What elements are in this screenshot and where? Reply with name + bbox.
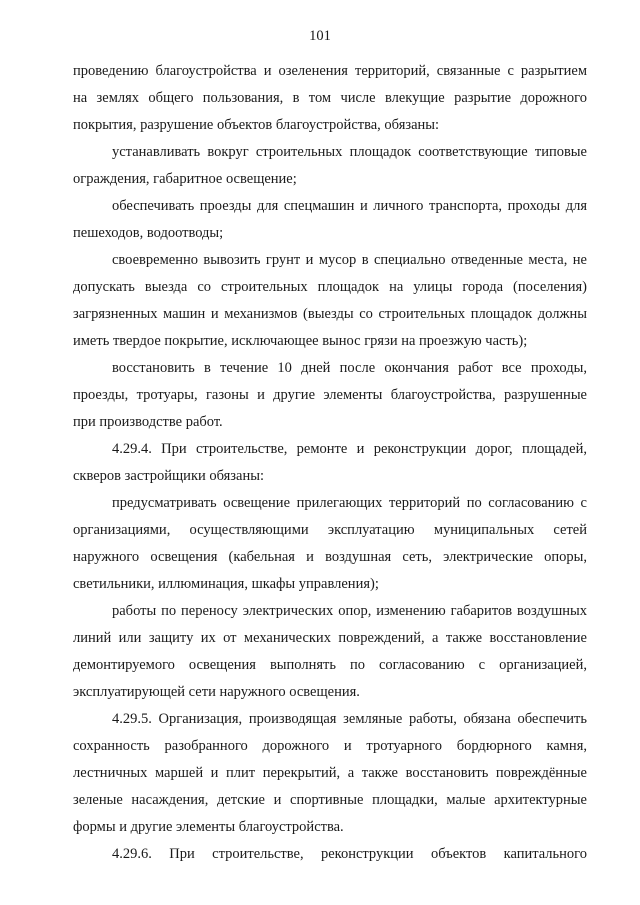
text-line: проезды, тротуары, газоны и другие элементы благоустройства, разрушенные <box>73 387 587 403</box>
text-line: восстановить в течение 10 дней после окончания работ все проходы, <box>112 360 587 376</box>
text-line: устанавливать вокруг строительных площадок соответствующие типовые <box>112 144 587 160</box>
body-text <box>73 58 587 868</box>
text-line: ограждения, габаритное освещение; <box>73 171 297 187</box>
text-line: пешеходов, водоотводы; <box>73 225 224 241</box>
text-line: скверов застройщики обязаны: <box>73 468 265 484</box>
text-line: сохранность разобранного дорожного и тротуарного бордюрного камня, <box>73 738 587 754</box>
text-line: эксплуатирующей сети наружного освещения. <box>73 684 360 700</box>
text-line: организациями, осуществляющими эксплуатацию муниципальных сетей <box>73 522 587 538</box>
text-line: при производстве работ. <box>73 414 223 430</box>
text-line: 4.29.4. При строительстве, ремонте и реконструкции дорог, площадей, <box>112 441 587 457</box>
text-line: линий или защиту их от механических повреждений, а также восстановление <box>73 630 587 646</box>
text-line: 4.29.6. При строительстве, реконструкции объектов капитального <box>112 846 587 862</box>
text-line: работы по переносу электрических опор, изменению габаритов воздушных <box>112 603 587 619</box>
text-line: обеспечивать проезды для спецмашин и личного транспорта, проходы для <box>112 198 587 214</box>
text-line: 4.29.5. Организация, производящая земляные работы, обязана обеспечить <box>112 711 587 727</box>
text-line: допускать выезда со строительных площадок на улицы города (поселения) <box>73 279 587 295</box>
text-line: предусматривать освещение прилегающих территорий по согласованию с <box>112 495 587 511</box>
text-line: формы и другие элементы благоустройства. <box>73 819 344 835</box>
page-number: 101 <box>309 28 331 44</box>
text-line: светильники, иллюминация, шкафы управления); <box>73 576 379 592</box>
text-line: наружного освещения (кабельная и воздушная сеть, электрические опоры, <box>73 549 587 565</box>
text-line: зеленые насаждения, детские и спортивные площадки, малые архитектурные <box>73 792 587 808</box>
text-line: иметь твердое покрытие, исключающее вынос грязи на проезжую часть); <box>73 333 528 349</box>
text-line: загрязненных машин и механизмов (выезды со строительных площадок должны <box>73 306 587 322</box>
text-line: лестничных маршей и плит перекрытий, а также восстановить повреждённые <box>73 765 587 781</box>
text-line: демонтируемого освещения выполнять по согласованию с организацией, <box>73 657 587 673</box>
text-line: покрытия, разрушение объектов благоустройства, обязаны: <box>73 117 440 133</box>
text-line: на землях общего пользования, в том числе влекущие разрытие дорожного <box>73 90 587 106</box>
text-line: проведению благоустройства и озеленения территорий, связанные с разрытием <box>73 63 587 79</box>
text-line: своевременно вывозить грунт и мусор в специально отведенные места, не <box>112 252 587 268</box>
